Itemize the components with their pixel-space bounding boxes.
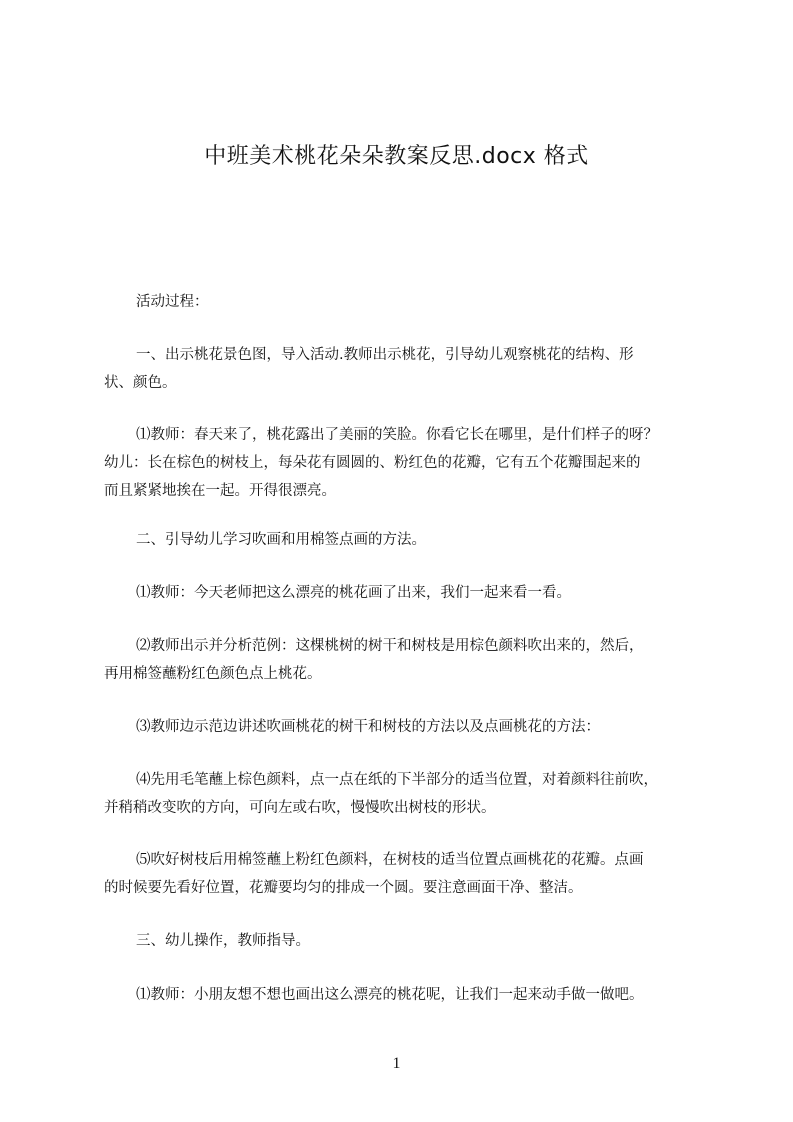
paragraph-line: ⑸吹好树枝后用棉签蘸上粉红色颜料，在树枝的适当位置点画桃花的花瓣。点画 [136, 852, 644, 868]
paragraph-line: 活动过程： [136, 294, 209, 310]
paragraph-section-2 [136, 526, 426, 554]
paragraph-line: ⑴教师：小朋友想不想也画出这么漂亮的桃花呢，让我们一起来动手做一做吧。 [136, 987, 644, 1003]
paragraph-line: 二、引导幼儿学习吹画和用棉签点画的方法。 [136, 532, 426, 548]
paragraph-step-2-5 [104, 846, 644, 902]
paragraph-step-3-1 [136, 981, 644, 1009]
paragraph-line: ⑴教师：春天来了，桃花露出了美丽的笑脸。你看它长在哪里，是什们样子的呀？ [136, 427, 658, 443]
paragraph-step-2-4 [104, 766, 658, 822]
paragraph-line: 状、颜色。 [104, 375, 177, 391]
paragraph-line: 而且紧紧地挨在一起。开得很漂亮。 [104, 483, 336, 499]
paragraph-line: 并稍稍改变吹的方向，可向左或右吹，慢慢吹出树枝的形状。 [104, 800, 496, 816]
paragraph-line: ⑴教师：今天老师把这么漂亮的桃花画了出来，我们一起来看一看。 [136, 585, 571, 601]
document-title: 中班美术桃花朵朵教案反思.docx 格式 [204, 144, 589, 169]
paragraph-step-2-3 [136, 713, 600, 741]
paragraph-line: 一、出示桃花景色图，导入活动.教师出示桃花，引导幼儿观察桃花的结构、形 [136, 347, 634, 363]
paragraph-line: ⑷先用毛笔蘸上棕色颜料，点一点在纸的下半部分的适当位置，对着颜料往前吹， [136, 772, 658, 788]
paragraph-activity-process [136, 288, 209, 316]
paragraph-line: ⑵教师出示并分析范例：这棵桃树的树干和树枝是用棕色颜料吹出来的，然后， [136, 638, 644, 654]
paragraph-line: 再用棉签蘸粉红色颜色点上桃花。 [104, 666, 322, 682]
paragraph-line: 的时候要先看好位置，花瓣要均匀的排成一个圆。要注意画面干净、整洁。 [104, 880, 583, 896]
paragraph-line: 幼儿：长在棕色的树枝上，每朵花有圆圆的、粉红色的花瓣，它有五个花瓣围起来的 [104, 455, 641, 471]
paragraph-line: 三、幼儿操作，教师指导。 [136, 933, 310, 949]
paragraph-line: ⑶教师边示范边讲述吹画桃花的树干和树枝的方法以及点画桃花的方法： [136, 719, 600, 735]
paragraph-section-1 [104, 341, 634, 397]
paragraph-section-3 [136, 927, 310, 955]
paragraph-step-2-1 [136, 579, 571, 607]
paragraph-step-2-2 [104, 632, 644, 688]
page-number: 1 [392, 1055, 401, 1072]
paragraph-step-1-1 [104, 421, 658, 505]
